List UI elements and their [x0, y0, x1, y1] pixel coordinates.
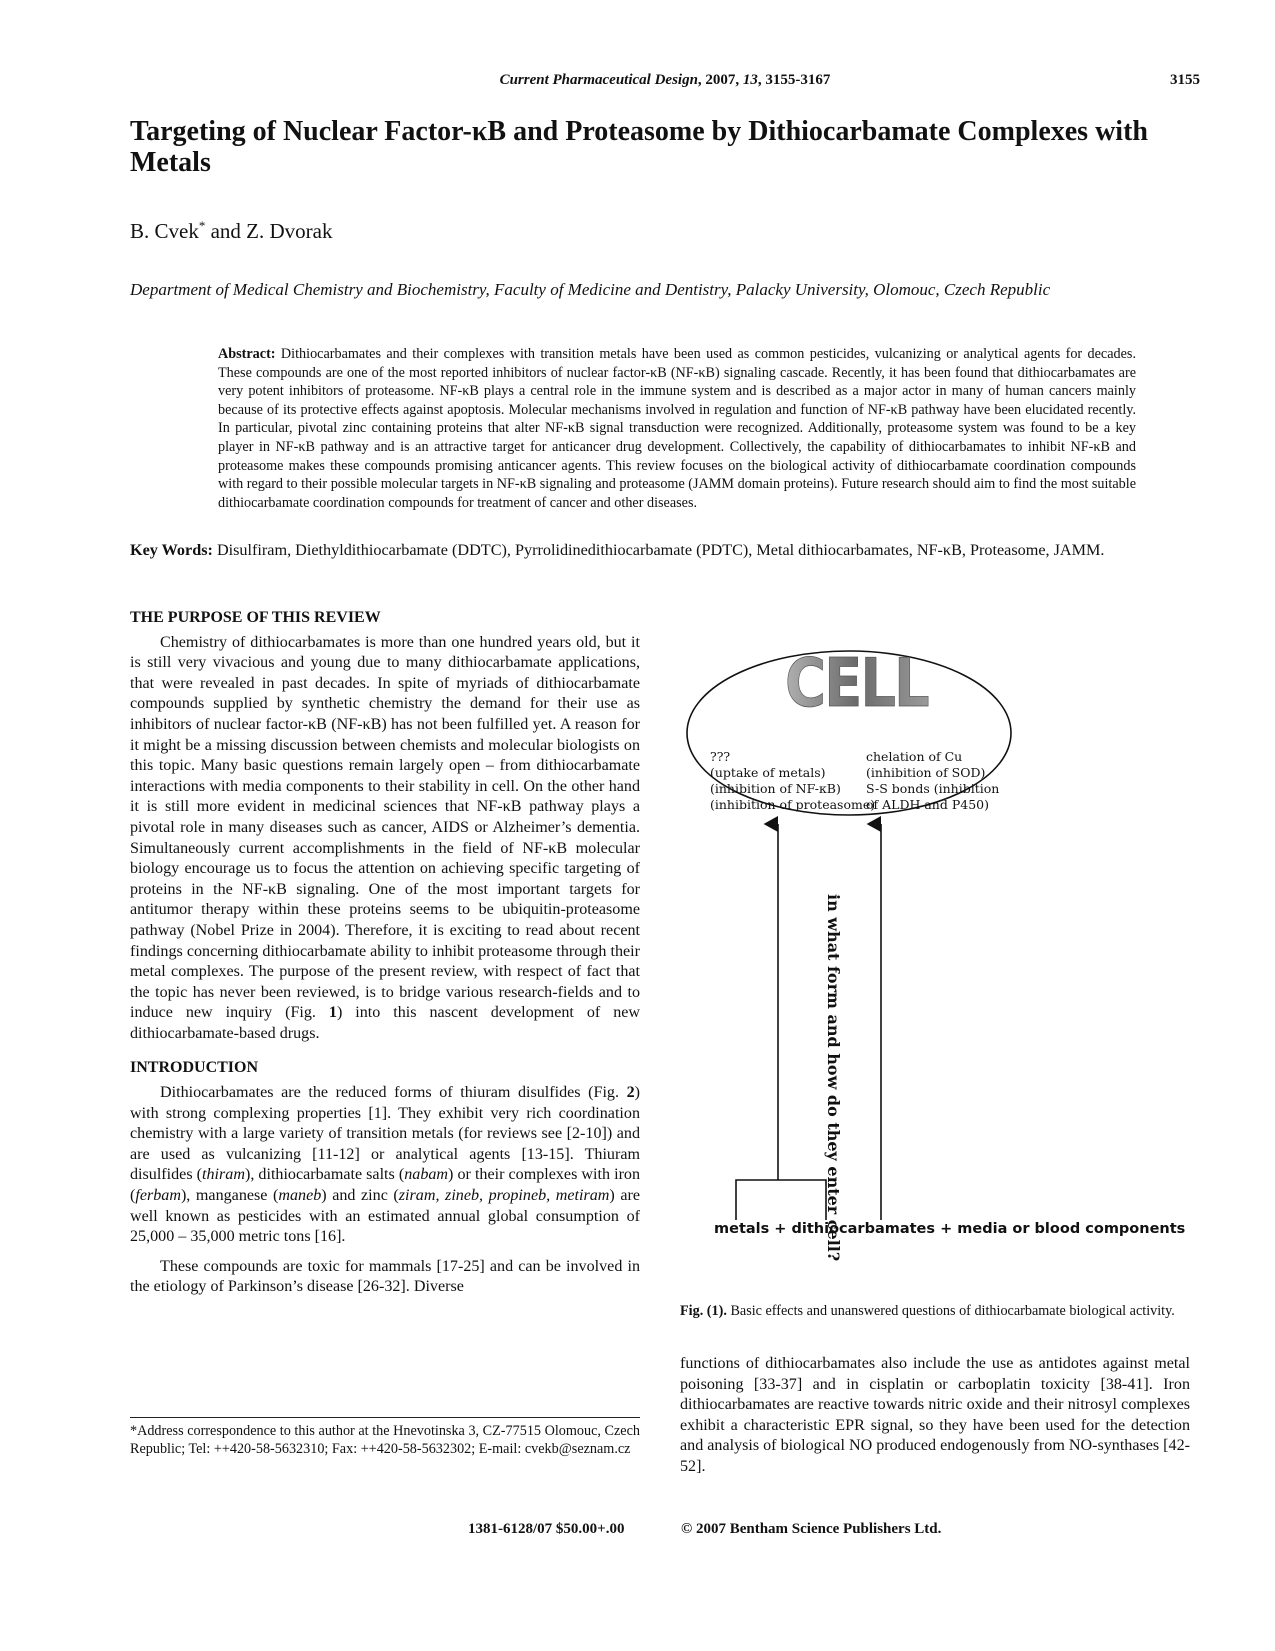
left-line-2: (uptake of metals) — [710, 765, 826, 780]
figure-caption — [680, 1302, 1190, 1320]
keywords — [130, 540, 1200, 561]
right-paragraph: functions of dithiocarbamates also include the use as antidotes against metal poisoning [33-37] and in cisplatin or carboplatin toxicity [38-41]. Iron dithiocarbamates are reactive towards nitric oxide and their nitrosyl complexes exhibit a characteristic EPR signal, so they have been used for the detection and analysis of biological NO produced endogenously from NO-synthases [42-52]. — [680, 1355, 1190, 1475]
left-column — [130, 608, 640, 1298]
term-ferbam: ferbam — [135, 1187, 181, 1205]
figure-diagram — [678, 640, 1190, 1295]
left-line-1: ??? — [710, 749, 731, 764]
left-line-4: (inhibition of proteasome) — [710, 797, 876, 812]
abstract-label: Abstract: — [218, 346, 276, 362]
purpose-text-b: ) into this nascent development of new dithiocarbamate-based drugs. — [130, 1004, 641, 1042]
term-nabam: nabam — [404, 1166, 449, 1184]
author-rest: and Z. Dvorak — [205, 219, 333, 243]
purpose-text-a: Chemistry of dithiocarbamates is more than one hundred years old, but it is still very vivacious and young due to many dithiocarbamate applications, that were revealed in past decades. In spite of myriads of dithiocarbamate compounds supplied by synthetic chemistry the demand for their use as inhibitors of nuclear factor-κB (NF-κB) has not been fulfilled yet. A reason for it might be a missing discussion between chemists and molecular biologists on this topic. Many basic questions remain largely open – from dithiocarbamate interactions with media components to their stability in cell. On the other hand it is still more evident in medicinal sciences that NF-κB pathway plays a pivotal role in many diseases such as cancer, AIDS or Alzheimer’s dementia. Simultaneously current accomplishments in the field of NF-κB molecular biology encourage us to focus the attention on achieving specific targeting of proteins in the NF-κB signaling. One of the most important targets for antitumor therapy within these proteins seems to be ubiquitin-proteasome pathway (Nobel Prize in 2004). Therefore, it is exciting to read about recent findings concerning dithiocarbamate ability to inhibit proteasome through their metal complexes. The purpose of the present review, with respect of fact that the topic has never been reviewed, is to bridge various research-fields and to induce new inquiry (Fig. — [130, 633, 640, 1022]
keywords-label: Key Words: — [130, 541, 213, 559]
author-list — [130, 218, 332, 244]
left-line-3: (inhibition of NF-κB) — [710, 781, 841, 796]
author-first: B. Cvek — [130, 219, 199, 243]
right-line-3: S-S bonds (inhibition — [866, 781, 1000, 796]
intro-text-f: ) and zinc ( — [321, 1187, 399, 1205]
intro-text-d: ) or their complexes with iron ( — [130, 1166, 641, 1205]
right-column — [680, 1354, 1190, 1478]
term-maneb: maneb — [278, 1187, 322, 1205]
copyright: © 2007 Bentham Science Publishers Ltd. — [681, 1521, 942, 1537]
page-number: 3155 — [1170, 72, 1200, 88]
right-line-4: of ALDH and P450) — [866, 797, 989, 812]
right-line-2: (inhibition of SOD) — [866, 765, 986, 780]
left-effects — [710, 749, 875, 812]
journal-citation — [130, 72, 1200, 89]
figure-1 — [678, 640, 1190, 1295]
bottom-equation: metals + dithiocarbamates + media or blood components = ??? — [714, 1221, 1190, 1237]
cell-label: CELL — [785, 644, 928, 723]
intro-text-g: ) are well known as pesticides with an estimated annual global consumption of 25,000 – 35,000 metric tons [16]. — [130, 1187, 640, 1246]
issn-price: 1381-6128/07 $50.00+.00 — [468, 1521, 625, 1537]
section-heading-introduction: INTRODUCTION — [130, 1059, 259, 1077]
figure-ref-link[interactable]: 1 — [328, 1004, 337, 1022]
right-effects — [866, 749, 999, 812]
intro-text-b: ) with strong complexing properties [1]. They exhibit very rich coordination chemistry with a large variety of transition metals (for reviews see [2-10]) and are used as vulcanizing [11-12] or analytical agents [13-15]. Thiuram disulfides ( — [130, 1084, 640, 1184]
term-thiram: thiram — [202, 1166, 245, 1184]
journal-pages: , 3155-3167 — [757, 72, 831, 88]
affiliation: Department of Medical Chemistry and Biochemistry, Faculty of Medicine and Dentistry, Palacky University, Olomouc, Czech Republic — [130, 280, 1051, 299]
article-title: Targeting of Nuclear Factor-κB and Proteasome by Dithiocarbamate Complexes with Metals — [130, 116, 1148, 178]
intro-text-e: ), manganese ( — [180, 1187, 279, 1205]
intro-paragraph-1 — [130, 1083, 640, 1248]
figure-ref-link[interactable]: 2 — [626, 1084, 635, 1102]
right-line-1: chelation of Cu — [866, 749, 963, 764]
figure-caption-text: Basic effects and unanswered questions of dithiocarbamate biological activity. — [726, 1303, 1175, 1319]
correspondence-footnote: *Address correspondence to this author at the Hnevotinska 3, CZ-77515 Olomouc, Czech Republic; Tel: ++420-58-5632310; Fax: ++420-58-5632302; E-mail: cvekb@seznam.cz — [130, 1423, 640, 1457]
term-zinc-compounds: ziram, zineb, propineb, metiram — [398, 1187, 610, 1205]
bracket-lines — [736, 1180, 826, 1220]
journal-year: , 2007, — [697, 72, 743, 88]
footnote-divider — [130, 1417, 640, 1418]
intro-paragraph-2: These compounds are toxic for mammals [17-25] and can be involved in the etiology of Parkinson’s disease [26-32]. Diverse — [130, 1257, 640, 1296]
corresponding-mark: * — [198, 218, 206, 233]
abstract-text: Dithiocarbamates and their complexes with transition metals have been used as common pesticides, vulcanizing or analytical agents for decades. These compounds are one of the most reported inhibitors of nuclear factor-κB (NF-κB) signaling cascade. Recently, it has been found that dithiocarbamates are very potent inhibitors of proteasome. NF-κB plays a central role in the immune system and is described as a major actor in many of human cancers mainly because of its protective effects against apoptosis. Molecular mechanisms involved in regulation and function of NF-κB pathway have been elucidated recently. In particular, pivotal zinc containing proteins that alter NF-κB signal transduction were recognized. Additionally, proteasome system was found to be a key player in NF-κB pathway and is an attractive target for anticancer drug development. Collectively, the capability of dithiocarbamates to inhibit NF-κB and proteasome makes these compounds promising anticancer agents. This review focuses on the biological activity of dithiocarbamate coordination compounds with regard to their possible molecular targets in NF-κB signaling and proteasome (JAMM domain proteins). Future research should aim to find the most suitable dithiocarbamate coordination compounds for treatment of cancer and other diseases. — [218, 346, 1136, 511]
section-heading-purpose: THE PURPOSE OF THIS REVIEW — [130, 609, 381, 626]
journal-volume: 13 — [742, 72, 758, 88]
figure-caption-label: Fig. (1). — [680, 1303, 727, 1319]
keywords-text: Disulfiram, Diethyldithiocarbamate (DDTC), Pyrrolidinedithiocarbamate (PDTC), Metal dithiocarbamates, NF-κB, Proteasome, JAMM. — [212, 541, 1105, 559]
journal-name: Current Pharmaceutical Design — [499, 72, 698, 88]
running-header — [130, 72, 1200, 94]
abstract — [218, 345, 1136, 512]
vertical-question: in what form and how do they enter cell? — [824, 894, 843, 1262]
intro-text-a: Dithiocarbamates are the reduced forms of thiuram disulfides (Fig. — [160, 1084, 627, 1102]
purpose-paragraph — [130, 633, 640, 1045]
intro-text-c: ), dithiocarbamate salts ( — [244, 1166, 405, 1184]
